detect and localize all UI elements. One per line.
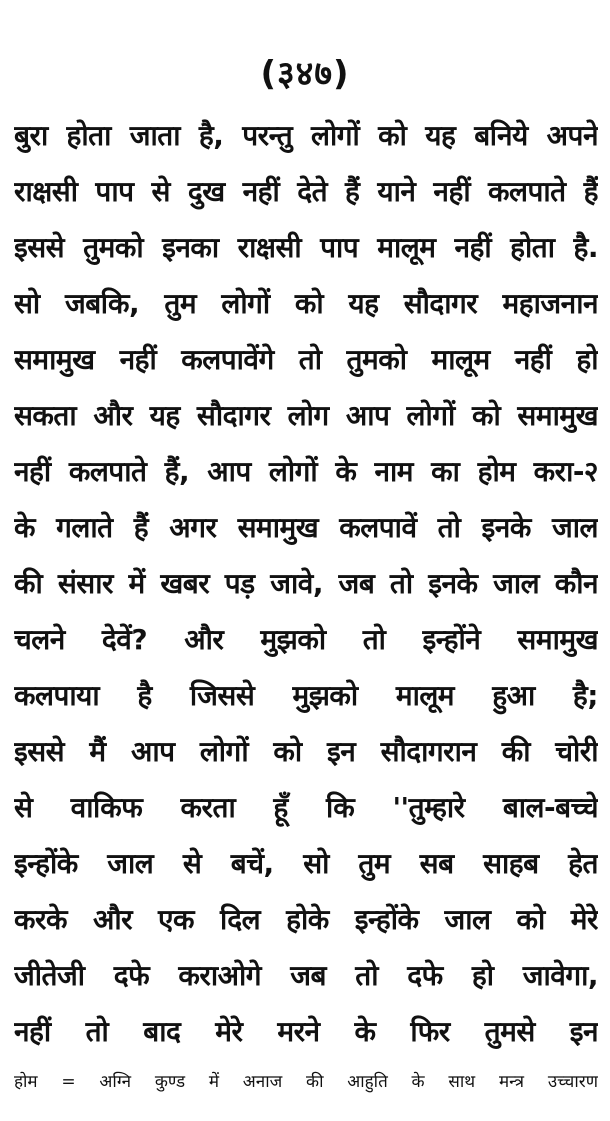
text-line: से वाकिफ करता हूँ कि ''तुम्हारे बाल-बच्चे [14,791,598,824]
text-line: समामुख नहीं कलपावेंगे तो तुमको मालूम नहीं हो [14,343,598,376]
text-line: सकता और यह सौदागर लोग आप लोगों को समामुख [14,399,598,432]
text-line: इन्होंके जाल से बचें, सो तुम सब साहब हेत [14,847,598,880]
text-line: बुरा होता जाता है, परन्तु लोगों को यह बनिये अपने [14,119,598,152]
text-line: चलने देवें? और मुझको तो इन्होंने समामुख [14,623,598,656]
footnote: होम = अग्नि कुण्ड में अनाज की आहुति के साथ मन्त्र उच्चारण [14,1072,598,1092]
text-line: जीतेजी दफे कराओगे जब तो दफे हो जावेगा, [14,959,598,992]
text-line: करके और एक दिल होके इन्होंके जाल को मेरे [14,903,598,936]
text-line: कलपाया है जिससे मुझको मालूम हुआ है; [14,679,598,712]
text-line: इससे मैं आप लोगों को इन सौदागरान की चोरी [14,735,598,768]
body-text [14,108,598,1060]
text-line: के गलाते हैं अगर समामुख कलपावें तो इनके जाल [14,511,598,544]
text-line: इससे तुमको इनका राक्षसी पाप मालूम नहीं होता है. [14,231,598,264]
text-line: राक्षसी पाप से दुख नहीं देते हैं याने नहीं कलपाते हैं [14,175,598,208]
text-line: सो जबकि, तुम लोगों को यह सौदागर महाजनान [14,287,598,320]
text-line: नहीं कलपाते हैं, आप लोगों के नाम का होम करा-२ [14,455,598,488]
text-line: नहीं तो बाद मेरे मरने के फिर तुमसे इन [14,1015,598,1048]
page-number: (३४७) [260,54,350,94]
text-line: की संसार में खबर पड़ जावे, जब तो इनके जाल कौन [14,567,598,600]
